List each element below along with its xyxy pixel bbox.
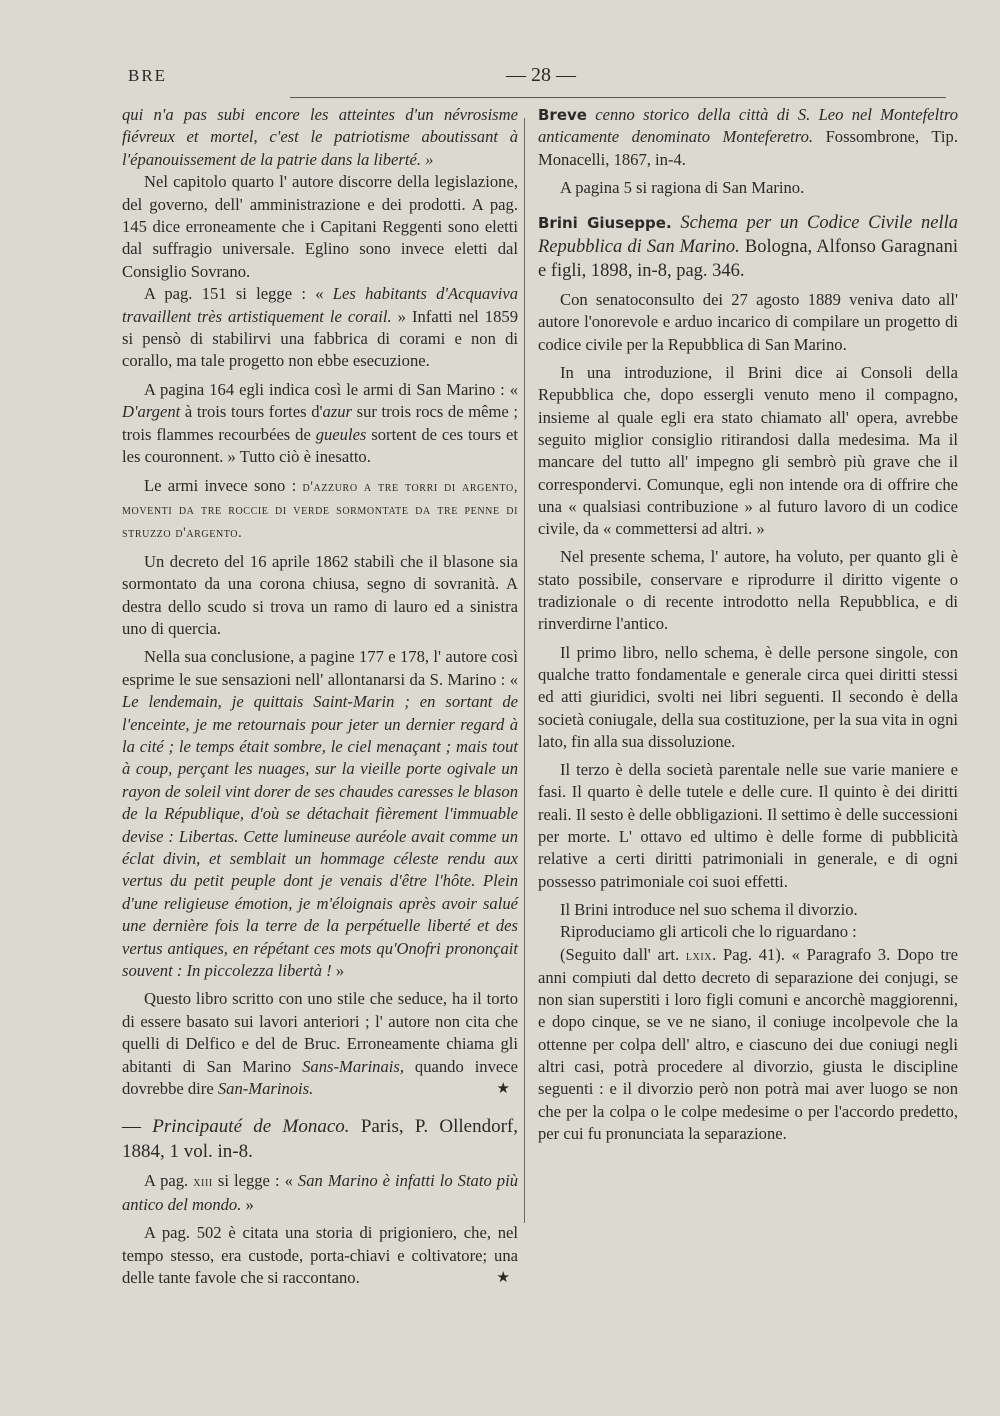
page-number: — 28 —	[506, 64, 576, 86]
paragraph: Il primo libro, nello schema, è delle persone singole, con qualche tratto fondamentale e generale circa quei diritti stessi ed atti giuridici, svolti nei libri seguenti. Il secondo è della società coniugale, della sua costituzione, per la sua vita in ogni lato, fin alla sua dissoluzione.	[538, 642, 958, 751]
column-divider	[524, 118, 525, 1223]
paragraph: (Seguito dall' art. lxix. Pag. 41). « Paragrafo 3. Dopo tre anni compiuti dal detto decreto di separazione dei conjugi, se non sian superstiti i loro figli comuni e ancorchè maggiorenni, e dopo cinque, se ve ne siano, il coniuge incolpevole che la ottenne per colpa dell' altro, e ciascuno dei due coniugi negli altri casi, potrà procedere al divorzio, giusta le discipline seguenti : e il divorzio però non potrà mai aver luogo se non che per la colpa o le colpe medesime o per l'accordo predetto, per cui fu pronunciata la separazione.	[538, 944, 959, 1143]
paragraph: Il Brini introduce nel suo schema il divorzio.	[560, 899, 858, 919]
entry-author: Brini Giuseppe.	[538, 214, 672, 233]
left-column	[122, 104, 518, 1290]
paragraph: Le armi invece sono : d'azzuro a tre torri di argento, moventi da tre roccie di verde sormontate da tre penne di struzzo d'argento.	[122, 475, 518, 542]
paragraph: qui n'a pas subi encore les atteintes d'un névrosisme fiévreux et mortel, c'est le patriotisme aboutissant à l'épanouissement de la patrie dans la liberté. »	[122, 105, 518, 169]
paragraph: A pag. 151 si legge : « Les habitants d'Acquaviva travaillent très artistiquement le corail. » Infatti nel 1859 si pensò di stabilirvi una fabbrica di corami e non di corallo, ma tale progetto non ebbe esecuzione.	[122, 284, 518, 371]
paragraph: Il terzo è della società parentale nelle sue varie maniere e fasi. Il quarto è delle tutele e delle cure. Il quinto è dei diritti reali. Il sesto è delle obbligazioni. Il settimo è delle successioni per morte. L' ottavo ed ultimo è delle forme di pubblicità relative a certi diritti patrimoniali in generale, e di ogni possesso patrimoniale coi suoi effetti.	[538, 760, 958, 891]
entry-author: Breve	[538, 106, 587, 124]
bibliography-entry	[538, 104, 958, 199]
paragraph: A pagina 5 si ragiona di San Marino.	[560, 177, 805, 197]
paragraph: Questo libro scritto con uno stile che seduce, ha il torto di essere basato sui lavori anteriori ; l' autore non cita che quelli di Delfico e del de Bruc. Erroneamente chiama gli abitanti di San Marino Sans-Marinais, quando invece dovrebbe dire San-Marinois. ★	[122, 988, 518, 1100]
paragraph: A pagina 164 egli indica così le armi di San Marino : « D'argent à trois tours fortes d'azur sur trois rocs de même ; trois flammes recourbées de gueules sortent de ces tours et les couronnent. » Tutto ciò è inesatto.	[122, 379, 518, 467]
paragraph: Nel presente schema, l' autore, ha voluto, per quanto gli è stato possibile, conservare e riprodurre il diritto vigente o tradizionale o di recente introdotto nella Repubblica, e di rinverdirne l'antico.	[538, 547, 958, 634]
bibliography-entry	[538, 211, 958, 1145]
entry-title: Brini Giuseppe. Schema per un Codice Civile nella Repubblica di San Marino. Bologna, Alfonso Garagnani e figli, 1898, in-8, pag. 346.	[538, 213, 958, 282]
paragraph: Un decreto del 16 aprile 1862 stabilì che il blasone sia sormontato da una corona chiusa, segno di sovranità. A destra dello scudo si trova un ramo di lauro ed a sinistra uno di quercia.	[122, 551, 518, 638]
entry-title: Breve cenno storico della città di S. Leo nel Montefeltro anticamente denominato Monteferetro. Fossombrone, Tip. Monacelli, 1867, in-4.	[538, 105, 958, 169]
page-header	[128, 62, 940, 92]
header-rule	[290, 97, 946, 98]
paragraph: Riproduciamo gli articoli che lo riguardano :	[560, 922, 857, 942]
entry-title: — Principauté de Monaco. Paris, P. Ollendorf, 1884, 1 vol. in-8.	[122, 1116, 519, 1163]
paragraph: A pag. 502 è citata una storia di prigioniero, che, nel tempo stesso, era custode, porta-chiavi e coltivatore; una delle tante favole che si raccontano. ★	[122, 1222, 518, 1289]
right-column	[538, 104, 958, 1145]
paragraph: In una introduzione, il Brini dice ai Consoli della Repubblica che, dopo essergli venuto meno il compagno, insieme al quale egli era stato chiamato all' opera, avrebbe seguito miglior consiglio ritirandosi dalla medesima. Ma il mancare del tutto all' impegno gli sembrò più grave che il correspondervi. Comunque, egli non intende ora di offrire che una « qualsiasi contribuzione » al futuro lavoro di un codice civile, da « commettersi ad altri. »	[538, 363, 958, 539]
star-icon: ★	[496, 1270, 510, 1287]
running-head: BRE	[128, 66, 168, 85]
paragraph: Nel capitolo quarto l' autore discorre della legislazione, del governo, dell' amministrazione e dei prodotti. A pag. 145 dice erroneamente che i Capitani Reggenti sono eletti dal suffragio universale. Eglino sono invece eletti dal Consiglio Sovrano.	[122, 172, 518, 281]
paragraph: Con senatoconsulto dei 27 agosto 1889 veniva dato all' autore l'onorevole e arduo incarico di compilare un progetto di codice civile per la Repubblica di San Marino.	[538, 290, 958, 354]
paragraph: Nella sua conclusione, a pagine 177 e 178, l' autore così esprime le sue sensazioni nell' allontanarsi da S. Marino : « Le lendemain, je quittais Saint-Marin ; en sortant de l'enceinte, je me retournais pour jeter un dernier regard à la cité ; le temps était sombre, le ciel menaçant ; mais tout à coup, perçant les nuages, sur la vieille porte ogivale un rayon de soleil vint dorer de ses chaudes caresses le blason de la République, d'où se détachait fièrement l'immuable devise : Libertas. Cette lumineuse auréole avait comme un éclat divin, et semblait un hommage céleste rendu aux vertus du petit peuple dont je venais d'être l'hôte. Plein d'une religieuse émotion, je m'éloignais après avoir salué une dernière fois la terre de la perpétuelle liberté et des vertus antiques, en répétant ces mots qu'Onofri prononçait souvent : In piccolezza libertà ! »	[122, 647, 518, 981]
paragraph: A pag. xiii si legge : « San Marino è infatti lo Stato più antico del mondo. »	[122, 1171, 518, 1214]
star-icon: ★	[496, 1081, 510, 1098]
